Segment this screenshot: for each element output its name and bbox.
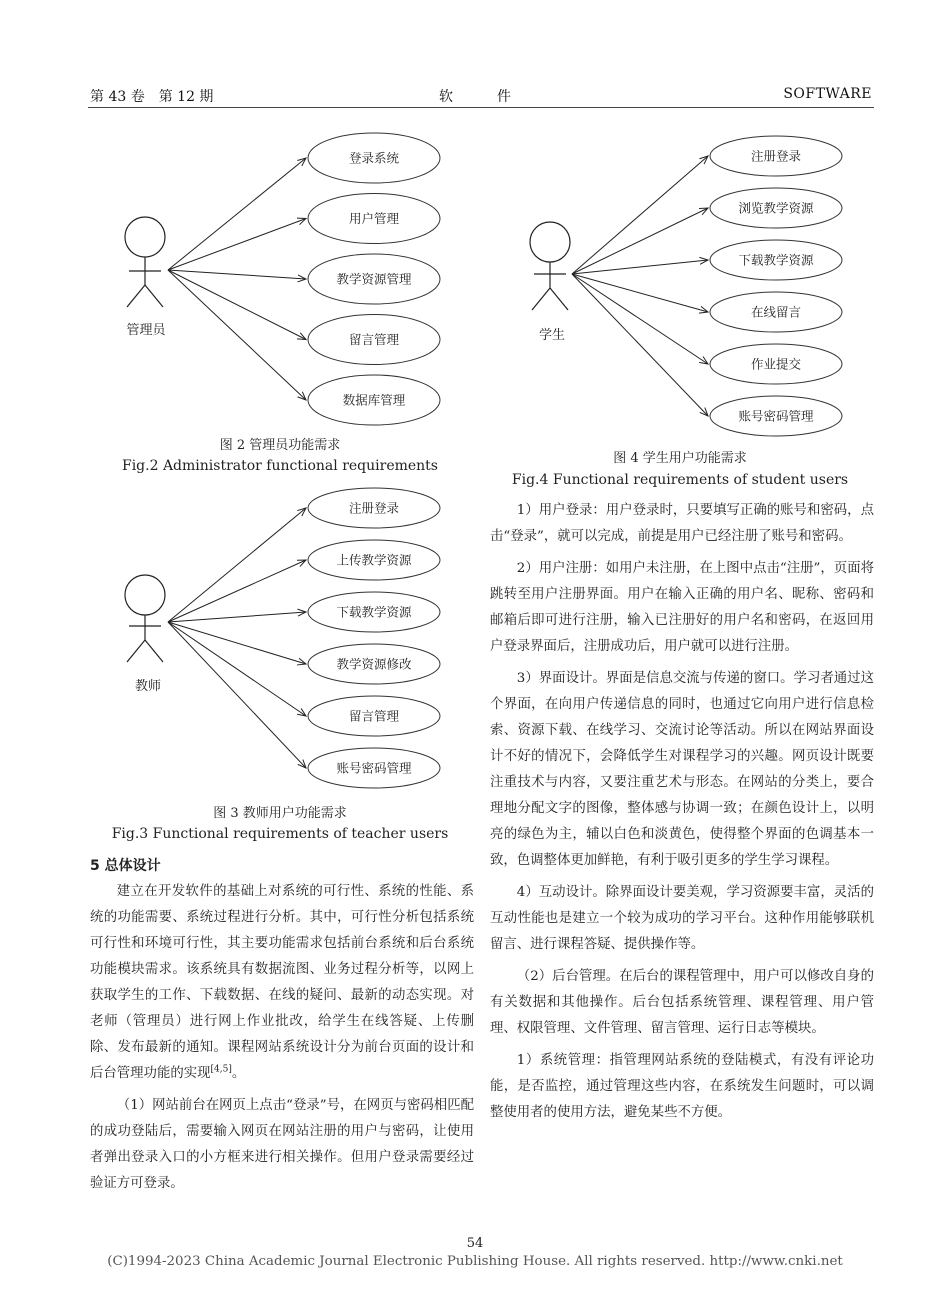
- association-arrow: [168, 622, 306, 664]
- association-arrow: [168, 508, 306, 622]
- use-case-label: 注册登录: [348, 500, 400, 516]
- association-arrow: [168, 270, 306, 340]
- use-case-label: 数据库管理: [342, 392, 406, 408]
- use-case-label: 账号密码管理: [336, 760, 412, 776]
- fig3-use-case: [168, 622, 440, 684]
- use-case-label: 账号密码管理: [738, 408, 814, 424]
- paragraph: 4）互动设计。除界面设计要美观，学习资源要丰富，灵活的互动性能也是建立一个较为成功的学习平台。这种作用能够联机留言、进行课程答疑、提供操作等。: [490, 885, 874, 952]
- use-case-label: 上传教学资源: [336, 552, 412, 568]
- journal-title: 软件: [439, 89, 555, 105]
- copyright-notice: (C)1994-2023 China Academic Journal Electronic Publishing House. All rights reserved. http://www.cnki.net: [107, 1254, 843, 1269]
- fig3-caption-cn: 图 3 教师用户功能需求: [213, 806, 347, 821]
- use-case-label: 用户管理: [348, 211, 400, 226]
- use-case-label: 作业提交: [750, 356, 802, 372]
- fig2-use-case: [168, 254, 440, 304]
- use-case-label: 下载教学资源: [738, 252, 814, 268]
- use-case-label: 教学资源管理: [336, 271, 412, 287]
- use-case-label: 注册登录: [750, 148, 802, 164]
- fig2-caption-en: Fig.2 Administrator functional requirements: [121, 458, 438, 474]
- use-case-label: 留言管理: [348, 332, 400, 347]
- association-arrow: [168, 158, 306, 270]
- header-rule: [88, 107, 874, 108]
- fig3-caption-en: Fig.3 Functional requirements of teacher users: [111, 826, 449, 842]
- fig4-use-case: [572, 240, 842, 280]
- association-arrow: [168, 270, 306, 279]
- journal-title-en: SOFTWARE: [783, 86, 872, 102]
- fig4-use-case: [572, 274, 842, 332]
- paragraph: 1）用户登录：用户登录时，只要填写正确的账号和密码，点击“登录”，就可以完成，前提是用户已经注册了账号和密码。: [490, 503, 874, 544]
- journal-volume-issue: 第 43 卷 第 12 期: [90, 89, 214, 105]
- association-arrow: [572, 260, 708, 274]
- citation-ref: [4,5]: [210, 1064, 232, 1075]
- fig3-actor-label: 教师: [134, 679, 162, 694]
- paragraph: 1）系统管理：指管理网站系统的登陆模式，有没有评论功能，是否监控，通过管理这些内容，在系统发生问题时，可以调整使用者的使用方法，避免某些不方便。: [490, 1053, 874, 1120]
- right-column: [490, 498, 874, 1126]
- paragraph: （1）网站前台在网页上点击“登录”号，在网页与密码相匹配的成功登陆后，需要输入网页在网站注册的用户与密码，让使用者弹出登录入口的小方框来进行相关操作。但用户登录需要经过验证方可登录。: [90, 1098, 474, 1191]
- fig2-actor-figure: [125, 217, 165, 307]
- fig3-actor-figure: [125, 575, 165, 662]
- association-arrow: [168, 270, 306, 400]
- paragraph: （2）后台管理。在后台的课程管理中，用户可以修改自身的有关数据和其他操作。后台包括系统管理、课程管理、用户管理、权限管理、文件管理、留言管理、运行日志等模块。: [490, 969, 874, 1036]
- association-arrow: [168, 612, 306, 622]
- association-arrow: [168, 622, 306, 716]
- paragraph: 3）界面设计。界面是信息交流与传递的窗口。学习者通过这个界面，在向用户传递信息的同时，也通过它向用户进行信息检索、资源下载、在线学习、交流讨论等活动。所以在网站界面设计不好的情况下，会降低学生对课程学习的兴趣。网页设计既要注重技术与内容，又要注重艺术与形态。在网站的分类上，要合理地分配文字的图像，整体感与协调一致；在颜色设计上，以明亮的绿色为主，辅以白色和淡黄色，使得整个界面的色调基本一致，色调整体更加鲜艳，有利于吸引更多的学生学习课程。: [490, 671, 874, 868]
- left-column: [90, 853, 474, 1197]
- association-arrow: [168, 622, 306, 768]
- association-arrow: [572, 274, 708, 312]
- paragraph-end: 。: [231, 1066, 246, 1081]
- arrow-head: [297, 708, 306, 716]
- section-title: 5 总体设计: [90, 858, 161, 874]
- paragraph-text: 建立在开发软件的基础上对系统的可行性、系统的性能、系统的功能需要、系统过程进行分析。其中，可行性分析包括系统可行性和环境可行性，其主要功能需求包括前台系统和后台系统功能模块需求。该系统具有数据流图、业务过程分析等，以网上获取学生的工作、下载数据、在线的疑问、最新的动态实现。对老师（管理员）进行网上作业批改，给学生在线答疑、上传删除、发布最新的通知。课程网站系统设计分为前台页面的设计和后台管理功能的实现: [90, 884, 474, 1081]
- fig3-diagram: [110, 480, 450, 800]
- fig4-caption-en: Fig.4 Functional requirements of student users: [511, 472, 849, 488]
- fig4-actor-figure: [530, 222, 570, 310]
- fig2-actor-label: 管理员: [126, 323, 166, 338]
- paragraph: [90, 879, 474, 1087]
- use-case-label: 教学资源修改: [336, 656, 412, 672]
- fig4-diagram: [510, 130, 850, 440]
- fig2-diagram: [110, 130, 450, 430]
- association-arrow: [572, 156, 708, 274]
- association-arrow: [572, 274, 708, 364]
- fig3-use-case: [168, 592, 440, 632]
- page-number: 54: [466, 1236, 484, 1251]
- association-arrow: [168, 219, 306, 271]
- use-case-label: 登录系统: [348, 150, 400, 166]
- use-case-label: 在线留言: [750, 304, 802, 320]
- paragraph: 2）用户注册：如用户未注册，在上图中点击“注册”，页面将跳转至用户注册界面。用户在输入正确的用户名、昵称、密码和邮箱后即可进行注册，输入已注册好的用户名和密码，在返回用户登录界面后，注册成功后，用户就可以进行注册。: [490, 561, 874, 654]
- arrow-head: [699, 357, 708, 364]
- fig4-caption-cn: 图 4 学生用户功能需求: [613, 451, 747, 466]
- association-arrow: [168, 560, 306, 622]
- association-arrow: [572, 208, 708, 274]
- use-case-label: 下载教学资源: [336, 604, 412, 620]
- fig2-caption-cn: 图 2 管理员功能需求: [219, 438, 341, 453]
- association-arrow: [572, 274, 708, 416]
- use-case-label: 浏览教学资源: [738, 200, 814, 216]
- fig4-actor-label: 学生: [538, 328, 566, 343]
- use-case-label: 留言管理: [348, 708, 400, 724]
